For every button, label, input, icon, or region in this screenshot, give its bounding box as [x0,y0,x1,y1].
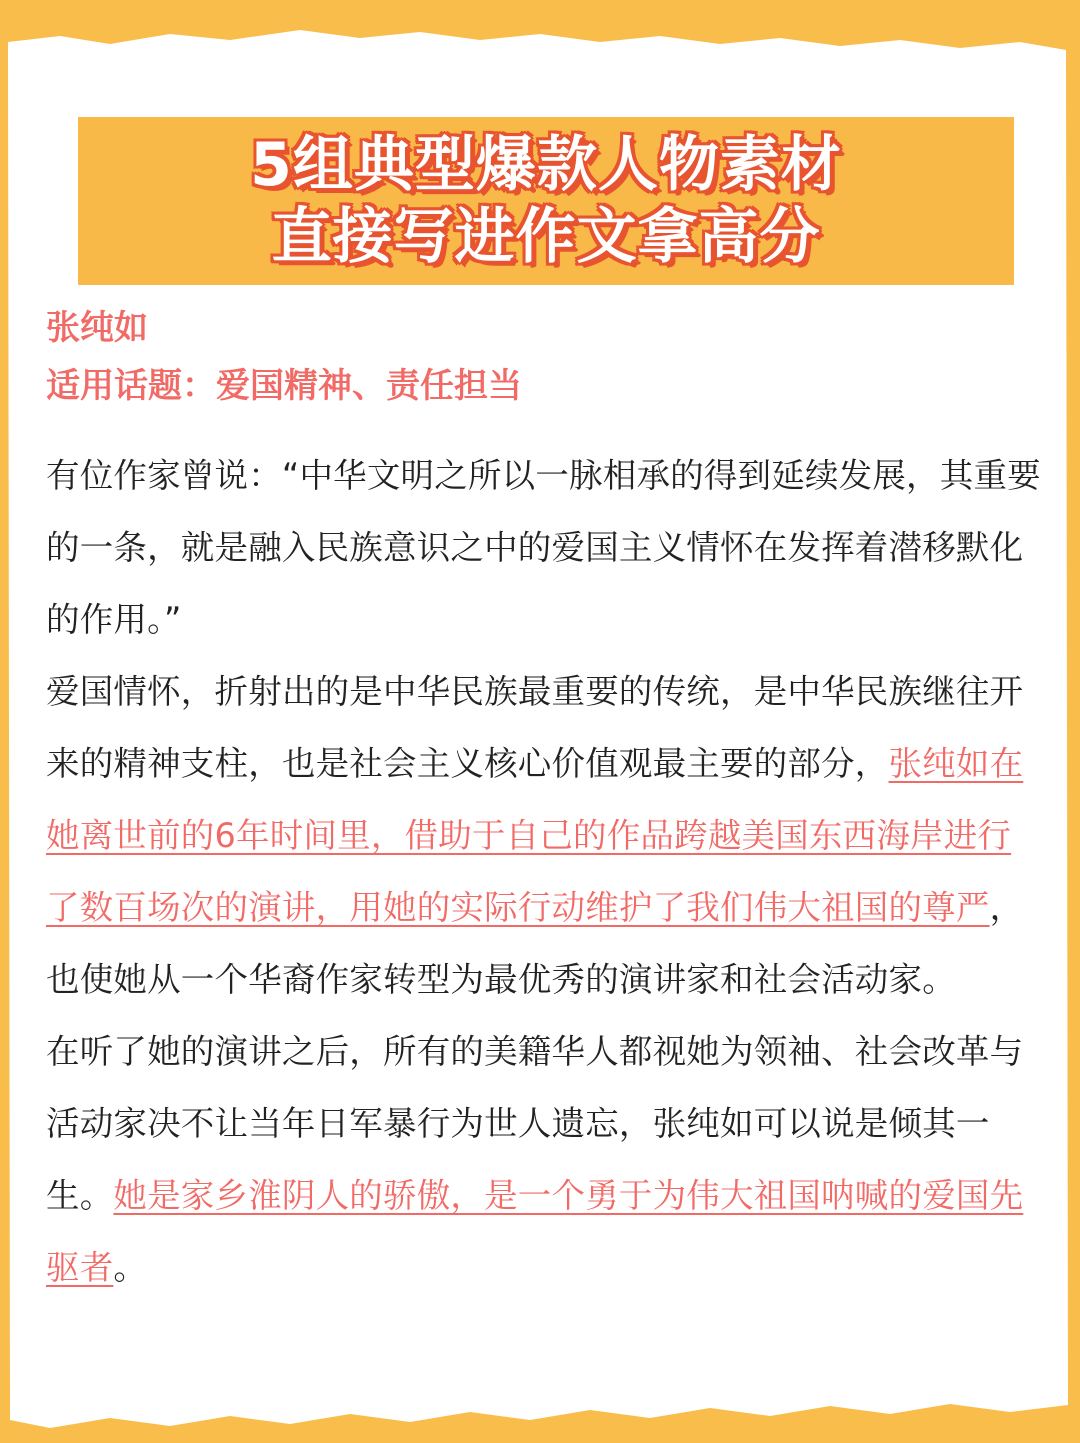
paragraph-2-text-after: ，也使她从一个华裔作家转型为最优秀的演讲家和社会活动家。 [46,888,1024,999]
paragraph-2-text-before: 爱国情怀，折射出的是中华民族最重要的传统，是中华民族继往开来的精神支柱，也是社会主义核心价值观最主要的部分， [46,672,1024,783]
title-line-2: 直接写进作文拿高分 [271,202,821,272]
title-line-1: 5组典型爆款人物素材 [250,130,842,200]
paragraph-3-highlight: 她是家乡淮阴人的骄傲，是一个勇于为伟大祖国呐喊的爱国先驱者 [46,1176,1024,1287]
paragraph-2-highlight: 张纯如在她离世前的6年时间里，借助于自己的作品跨越美国东西海岸进行了数百场次的演讲，用她的实际行动维护了我们伟大祖国的尊严 [46,744,1024,927]
person-name: 张纯如 [46,308,148,348]
paragraph-1-text: 有位作家曾说：“中华文明之所以一脉相承的得到延续发展，其重要的一条，就是融入民族意识之中的爱国主义情怀在发挥着潜移默化的作用。” [46,456,1041,639]
article-content [46,300,1042,1304]
paragraph-3-text-before: 在听了她的演讲之后，所有的美籍华人都视她为领袖、社会改革与活动家决不让当年日军暴行为世人遗忘，张纯如可以说是倾其一生。 [46,1032,1024,1215]
paragraph-2 [46,656,1042,1016]
paragraph-1 [46,440,1042,656]
topic-line: 适用话题：爱国精神、责任担当 [46,366,522,406]
title-banner [78,117,1014,285]
paragraph-3-text-after: 。 [113,1248,148,1287]
paragraph-3 [46,1016,1042,1304]
